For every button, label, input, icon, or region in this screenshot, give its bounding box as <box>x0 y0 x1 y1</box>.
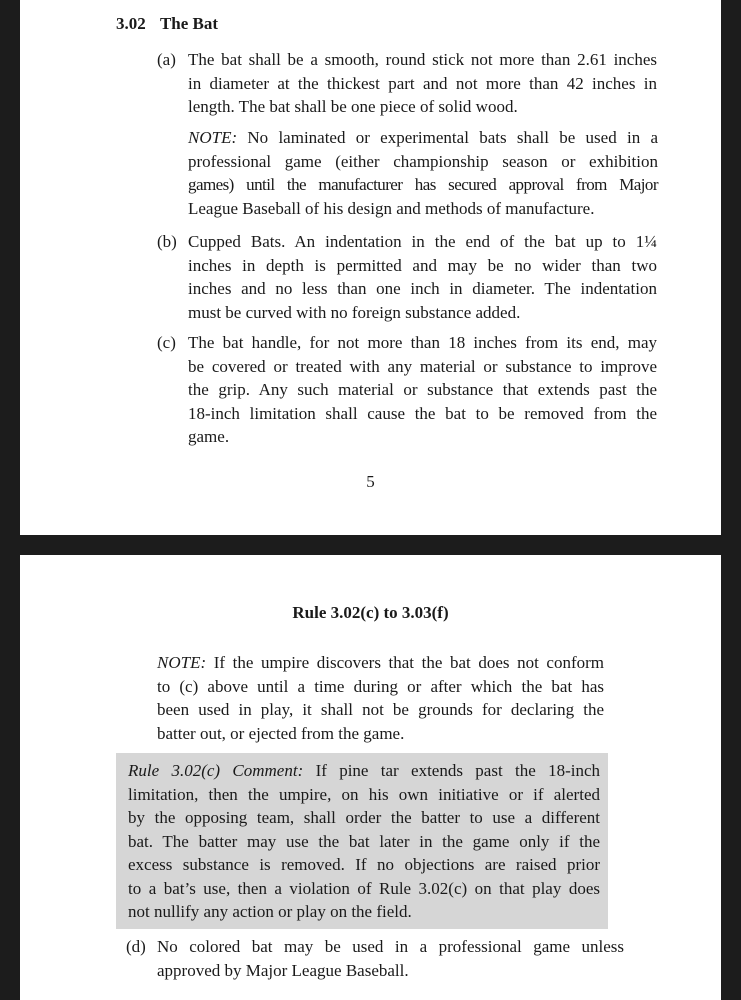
item-a-label: (a) <box>157 50 176 69</box>
comment-prefix: Rule 3.02(c) Comment: <box>128 761 304 780</box>
item-c <box>157 331 657 449</box>
item-a-line: length. The bat shall be one piece of solid wood. <box>188 97 518 116</box>
umpire-note-line: to (c) above until a time during or after which the bat has <box>157 676 604 696</box>
comment-line: bat. The batter may use the bat later in the game only if the <box>128 831 600 851</box>
page-1 <box>20 0 721 535</box>
item-b-line: Cupped Bats. An indentation in the end of the bat up to 1¼ <box>188 232 657 251</box>
item-d-line: approved by Major League Baseball. <box>157 960 409 980</box>
page-number: 5 <box>366 472 375 491</box>
comment-line: excess substance is removed. If no objections are raised prior <box>128 855 600 874</box>
umpire-note-prefix: NOTE: <box>157 653 207 672</box>
item-b-line: must be curved with no foreign substance added. <box>188 302 521 322</box>
item-d <box>126 935 626 982</box>
section-title: The Bat <box>159 14 219 33</box>
comment-line: not nullify any action or play on the field. <box>128 902 412 921</box>
item-b-line: inches and no less than one inch in diameter. The indentation <box>188 279 657 298</box>
note-a-line: professional game (either championship season or exhibition <box>188 151 658 171</box>
item-b-line: inches in depth is permitted and may be no wider than two <box>188 255 657 275</box>
comment-line: to a bat’s use, then a violation of Rule 3.02(c) on that play does <box>128 878 600 898</box>
umpire-note-line: batter out, or ejected from the game. <box>157 723 405 743</box>
section-number: 3.02 <box>116 14 146 33</box>
note-a-line: games) until the manufacturer has secured approval from Major <box>188 175 658 194</box>
rule-comment-box <box>116 753 608 929</box>
comment-line: by the opposing team, shall order the batter to use a different <box>128 808 600 827</box>
umpire-note <box>157 651 604 745</box>
item-c-line: game. <box>188 427 230 446</box>
item-c-line: The bat handle, for not more than 18 inches from its end, may <box>188 333 657 352</box>
item-c-label: (c) <box>157 333 176 352</box>
item-d-line: No colored bat may be used in a professional game unless <box>157 937 624 956</box>
item-a <box>157 48 657 119</box>
note-a-line: League Baseball of his design and methods of manufacture. <box>188 198 595 218</box>
item-c-line: 18-inch limitation shall cause the bat to be removed from the <box>188 403 657 423</box>
note-a-line: No laminated or experimental bats shall be used in a <box>247 128 659 147</box>
item-b-label: (b) <box>157 232 177 251</box>
rule-heading: Rule 3.02(c) to 3.03(f) <box>292 603 449 622</box>
item-b <box>157 230 657 324</box>
umpire-note-line: been used in play, it shall not be grounds for declaring the <box>157 700 604 719</box>
item-a-line: in diameter at the thickest part and not more than 42 inches in <box>188 73 657 93</box>
comment-line: If pine tar extends past the 18-inch <box>315 761 601 780</box>
section-heading <box>116 14 218 34</box>
note-a <box>188 126 658 220</box>
note-a-prefix: NOTE: <box>188 128 238 147</box>
umpire-note-line: If the umpire discovers that the bat does not conform <box>213 653 604 672</box>
item-c-line: be covered or treated with any material or substance to improve <box>188 356 657 376</box>
item-c-line: the grip. Any such material or substance that extends past the <box>188 380 657 399</box>
item-a-line: The bat shall be a smooth, round stick not more than 2.61 inches <box>188 50 657 69</box>
item-d-label: (d) <box>126 937 146 956</box>
page-2 <box>20 555 721 1000</box>
comment-line: limitation, then the umpire, on his own initiative or if alerted <box>128 784 600 804</box>
